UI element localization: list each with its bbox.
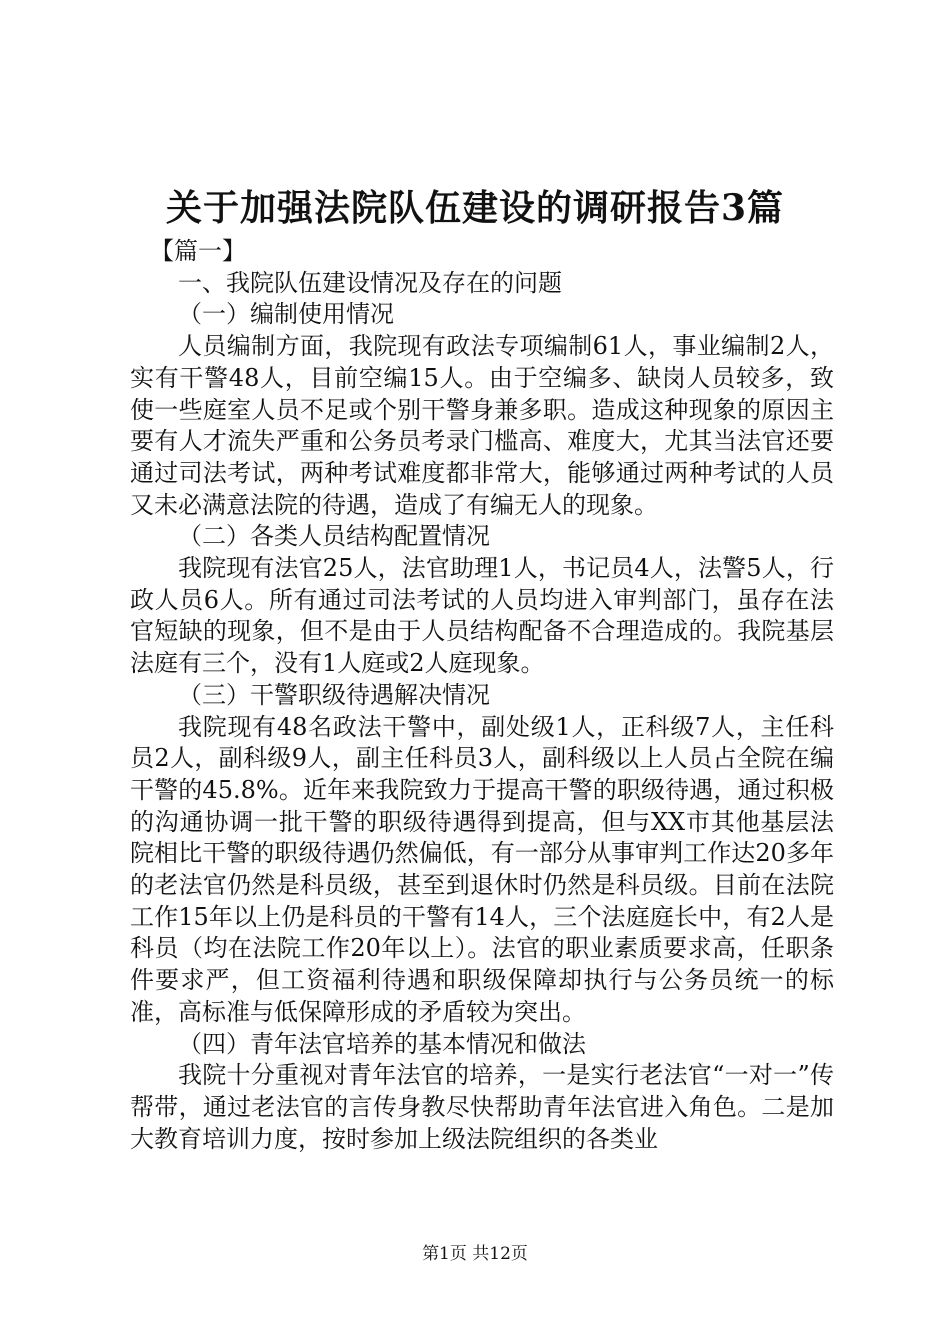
paragraph-1: 人员编制方面，我院现有政法专项编制61人，事业编制2人，实有干警48人，目前空编15人。由于空编多、缺岗人员较多，致使一些庭室人员不足或个别干警身兼多职。造成这种现象的原因主要有人才流失严重和公务员考录门槛高、难度大，尤其当法官还要通过司法考试，两种考试难度都非常大，能够通过两种考试的人员又未必满意法院的待遇，造成了有编无人的现象。 <box>130 332 834 519</box>
page-footer: 第1页 共12页 <box>422 1244 528 1264</box>
subsection-heading-2: （二）各类人员结构配置情况 <box>178 522 490 551</box>
section-heading: 一、我院队伍建设情况及存在的问题 <box>178 268 562 297</box>
subsection-heading-1: （一）编制使用情况 <box>178 300 394 329</box>
paragraph-3: 我院现有48名政法干警中，副处级1人，正科级7人，主任科员2人，副科级9人，副主任科员3人，副科级以上人员占全院在编干警的45.8%。近年来我院致力于提高干警的职级待遇，通过积极的沟通协调一批干警的职级待遇得到提高，但与XX市其他基层法院相比干警的职级待遇仍然偏低，有一部分从事审判工作达20多年的老法官仍然是科员级，甚至到退休时仍然是科员级。目前在法院工作15年以上仍是科员的干警有14人，三个法庭庭长中，有2人是科员（均在法院工作20年以上）。法官的职业素质要求高，任职条件要求严，但工资福利待遇和职级保障却执行与公务员统一的标准，高标准与低保障形成的矛盾较为突出。 <box>130 712 834 1026</box>
paragraph-4: 我院十分重视对青年法官的培养，一是实行老法官“一对一”传帮带，通过老法官的言传身教尽快帮助青年法官进入角色。二是加大教育培训力度，按时参加上级法院组织的各类业 <box>130 1061 834 1153</box>
subsection-heading-3: （三）干警职级待遇解决情况 <box>178 680 490 709</box>
document-body <box>130 236 834 1155</box>
subsection-heading-4: （四）青年法官培养的基本情况和做法 <box>178 1029 586 1058</box>
part-marker: 【篇一】 <box>150 237 246 265</box>
paragraph-2: 我院现有法官25人，法官助理1人，书记员4人，法警5人，行政人员6人。所有通过司法考试的人员均进入审判部门，虽存在法官短缺的现象，但不是由于人员结构配备不合理造成的。我院基层法庭有三个，没有1人庭或2人庭现象。 <box>130 554 834 678</box>
document-title: 关于加强法院队伍建设的调研报告3篇 <box>165 187 785 229</box>
